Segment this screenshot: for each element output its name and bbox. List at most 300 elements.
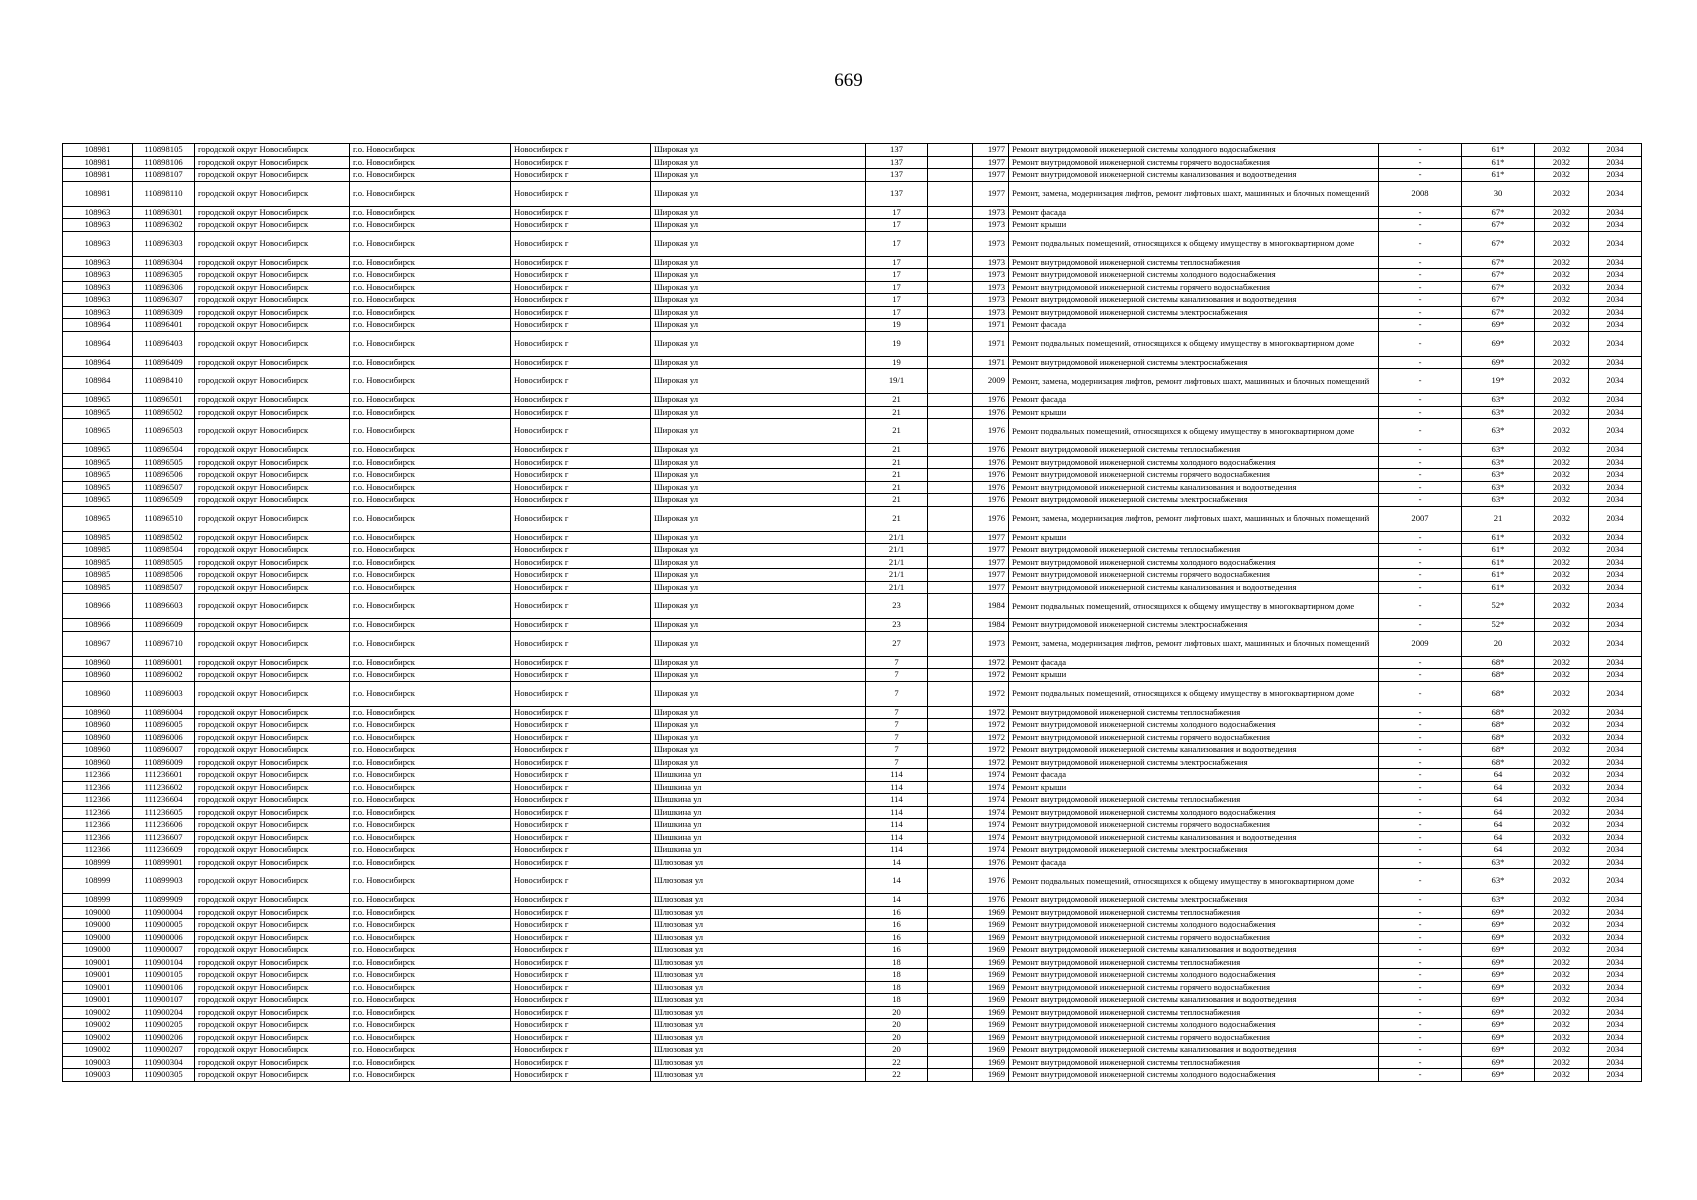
- cell-last-repair-year: -: [1379, 856, 1462, 869]
- table-row: [63, 456, 1642, 469]
- cell-element-id: 110900106: [133, 981, 195, 994]
- cell-street: Широкая ул: [651, 269, 866, 282]
- cell-year-built: 1976: [973, 419, 1009, 444]
- cell-last-repair-year: -: [1379, 206, 1462, 219]
- cell-house-number: 14: [866, 856, 928, 869]
- cell-building: [928, 169, 973, 182]
- cell-plan-end-year: 2034: [1589, 156, 1642, 169]
- cell-municipal-district: городской округ Новосибирск: [195, 556, 350, 569]
- cell-municipal-district: городской округ Новосибирск: [195, 894, 350, 907]
- cell-plan-end-year: 2034: [1589, 806, 1642, 819]
- cell-building: [928, 769, 973, 782]
- table-row: [63, 494, 1642, 507]
- cell-last-repair-year: -: [1379, 831, 1462, 844]
- cell-last-repair-year: -: [1379, 981, 1462, 994]
- table-row: [63, 819, 1642, 832]
- cell-settlement: Новосибирск г: [511, 531, 651, 544]
- cell-building: [928, 394, 973, 407]
- cell-work-type: Ремонт внутридомовой инженерной системы электроснабжения: [1009, 494, 1379, 507]
- cell-house-id: 108964: [63, 356, 133, 369]
- cell-plan-start-year: 2032: [1535, 281, 1589, 294]
- cell-house-id: 112366: [63, 831, 133, 844]
- cell-municipality: г.о. Новосибирск: [350, 894, 511, 907]
- cell-work-type: Ремонт внутридомовой инженерной системы канализования и водоотведения: [1009, 944, 1379, 957]
- cell-plan-end-year: 2034: [1589, 719, 1642, 732]
- cell-element-id: 110896301: [133, 206, 195, 219]
- cell-work-type: Ремонт фасада: [1009, 394, 1379, 407]
- cell-last-repair-year: -: [1379, 294, 1462, 307]
- table-row: [63, 1069, 1642, 1082]
- cell-element-id: 111236601: [133, 769, 195, 782]
- cell-street: Широкая ул: [651, 581, 866, 594]
- cell-house-number: 21/1: [866, 569, 928, 582]
- cell-municipality: г.о. Новосибирск: [350, 944, 511, 957]
- cell-work-type: Ремонт внутридомовой инженерной системы канализования и водоотведения: [1009, 169, 1379, 182]
- cell-work-type: Ремонт крыши: [1009, 531, 1379, 544]
- cell-wear-percent: 64: [1462, 844, 1535, 857]
- cell-house-id: 109002: [63, 1019, 133, 1032]
- cell-work-type: Ремонт внутридомовой инженерной системы электроснабжения: [1009, 756, 1379, 769]
- cell-building: [928, 406, 973, 419]
- table-row: [63, 506, 1642, 531]
- cell-element-id: 111236605: [133, 806, 195, 819]
- cell-wear-percent: 68*: [1462, 731, 1535, 744]
- table-row: [63, 794, 1642, 807]
- cell-year-built: 1976: [973, 394, 1009, 407]
- cell-house-id: 108965: [63, 419, 133, 444]
- cell-year-built: 1977: [973, 569, 1009, 582]
- cell-municipality: г.о. Новосибирск: [350, 919, 511, 932]
- cell-house-number: 20: [866, 1006, 928, 1019]
- cell-settlement: Новосибирск г: [511, 706, 651, 719]
- cell-house-number: 19/1: [866, 369, 928, 394]
- cell-element-id: 110900206: [133, 1031, 195, 1044]
- cell-plan-end-year: 2034: [1589, 794, 1642, 807]
- cell-municipality: г.о. Новосибирск: [350, 669, 511, 682]
- table-row: [63, 281, 1642, 294]
- cell-wear-percent: 68*: [1462, 756, 1535, 769]
- cell-house-number: 17: [866, 281, 928, 294]
- cell-plan-end-year: 2034: [1589, 956, 1642, 969]
- table-row: [63, 444, 1642, 457]
- repair-schedule-table: [62, 143, 1642, 1082]
- cell-year-built: 1976: [973, 469, 1009, 482]
- cell-work-type: Ремонт внутридомовой инженерной системы холодного водоснабжения: [1009, 806, 1379, 819]
- cell-last-repair-year: -: [1379, 1006, 1462, 1019]
- cell-element-id: 110896302: [133, 219, 195, 232]
- cell-work-type: Ремонт внутридомовой инженерной системы холодного водоснабжения: [1009, 556, 1379, 569]
- cell-settlement: Новосибирск г: [511, 256, 651, 269]
- cell-street: Широкая ул: [651, 319, 866, 332]
- cell-plan-start-year: 2032: [1535, 1019, 1589, 1032]
- cell-house-id: 112366: [63, 806, 133, 819]
- cell-municipality: г.о. Новосибирск: [350, 281, 511, 294]
- cell-last-repair-year: -: [1379, 819, 1462, 832]
- cell-year-built: 1984: [973, 619, 1009, 632]
- cell-wear-percent: 69*: [1462, 919, 1535, 932]
- cell-plan-end-year: 2034: [1589, 894, 1642, 907]
- cell-municipal-district: городской округ Новосибирск: [195, 656, 350, 669]
- table-row: [63, 944, 1642, 957]
- cell-year-built: 1972: [973, 681, 1009, 706]
- cell-house-id: 108963: [63, 294, 133, 307]
- cell-year-built: 1973: [973, 306, 1009, 319]
- cell-element-id: 110898110: [133, 181, 195, 206]
- cell-house-id: 108963: [63, 256, 133, 269]
- cell-house-number: 16: [866, 906, 928, 919]
- cell-municipality: г.о. Новосибирск: [350, 469, 511, 482]
- cell-house-number: 137: [866, 181, 928, 206]
- cell-settlement: Новосибирск г: [511, 281, 651, 294]
- cell-work-type: Ремонт, замена, модернизация лифтов, ремонт лифтовых шахт, машинных и блочных помещений: [1009, 631, 1379, 656]
- cell-element-id: 110896001: [133, 656, 195, 669]
- cell-house-number: 114: [866, 806, 928, 819]
- cell-last-repair-year: -: [1379, 1031, 1462, 1044]
- cell-building: [928, 919, 973, 932]
- cell-last-repair-year: -: [1379, 544, 1462, 557]
- cell-municipality: г.о. Новосибирск: [350, 306, 511, 319]
- cell-settlement: Новосибирск г: [511, 331, 651, 356]
- cell-work-type: Ремонт внутридомовой инженерной системы теплоснабжения: [1009, 794, 1379, 807]
- cell-last-repair-year: -: [1379, 169, 1462, 182]
- cell-plan-end-year: 2034: [1589, 1056, 1642, 1069]
- cell-plan-start-year: 2032: [1535, 556, 1589, 569]
- cell-plan-start-year: 2032: [1535, 869, 1589, 894]
- cell-settlement: Новосибирск г: [511, 744, 651, 757]
- cell-street: Широкая ул: [651, 294, 866, 307]
- cell-work-type: Ремонт внутридомовой инженерной системы горячего водоснабжения: [1009, 931, 1379, 944]
- cell-house-id: 108963: [63, 219, 133, 232]
- cell-building: [928, 206, 973, 219]
- table-row: [63, 719, 1642, 732]
- cell-municipal-district: городской округ Новосибирск: [195, 869, 350, 894]
- cell-building: [928, 856, 973, 869]
- cell-building: [928, 906, 973, 919]
- cell-settlement: Новосибирск г: [511, 619, 651, 632]
- cell-wear-percent: 19*: [1462, 369, 1535, 394]
- cell-house-id: 108963: [63, 206, 133, 219]
- table-row: [63, 769, 1642, 782]
- cell-year-built: 1974: [973, 806, 1009, 819]
- cell-wear-percent: 67*: [1462, 219, 1535, 232]
- cell-element-id: 110896710: [133, 631, 195, 656]
- cell-plan-end-year: 2034: [1589, 406, 1642, 419]
- cell-plan-start-year: 2032: [1535, 819, 1589, 832]
- cell-plan-start-year: 2032: [1535, 956, 1589, 969]
- cell-street: Широкая ул: [651, 331, 866, 356]
- cell-settlement: Новосибирск г: [511, 406, 651, 419]
- cell-settlement: Новосибирск г: [511, 481, 651, 494]
- cell-street: Широкая ул: [651, 394, 866, 407]
- table-row: [63, 994, 1642, 1007]
- cell-plan-end-year: 2034: [1589, 731, 1642, 744]
- cell-wear-percent: 61*: [1462, 581, 1535, 594]
- cell-last-repair-year: 2008: [1379, 181, 1462, 206]
- cell-house-number: 21: [866, 481, 928, 494]
- cell-element-id: 110900004: [133, 906, 195, 919]
- cell-house-id: 109000: [63, 931, 133, 944]
- cell-street: Шлюзовая ул: [651, 1056, 866, 1069]
- cell-settlement: Новосибирск г: [511, 369, 651, 394]
- cell-municipality: г.о. Новосибирск: [350, 981, 511, 994]
- cell-work-type: Ремонт внутридомовой инженерной системы канализования и водоотведения: [1009, 994, 1379, 1007]
- cell-work-type: Ремонт внутридомовой инженерной системы теплоснабжения: [1009, 906, 1379, 919]
- cell-element-id: 111236604: [133, 794, 195, 807]
- cell-element-id: 110900105: [133, 969, 195, 982]
- cell-settlement: Новосибирск г: [511, 356, 651, 369]
- cell-house-id: 108963: [63, 231, 133, 256]
- cell-municipality: г.о. Новосибирск: [350, 969, 511, 982]
- cell-building: [928, 719, 973, 732]
- cell-building: [928, 631, 973, 656]
- cell-settlement: Новосибирск г: [511, 506, 651, 531]
- cell-settlement: Новосибирск г: [511, 319, 651, 332]
- cell-work-type: Ремонт внутридомовой инженерной системы канализования и водоотведения: [1009, 1044, 1379, 1057]
- cell-settlement: Новосибирск г: [511, 444, 651, 457]
- cell-house-id: 108999: [63, 869, 133, 894]
- cell-house-number: 22: [866, 1056, 928, 1069]
- table-body: [63, 144, 1642, 1082]
- cell-house-number: 19: [866, 319, 928, 332]
- cell-last-repair-year: -: [1379, 469, 1462, 482]
- cell-street: Широкая ул: [651, 406, 866, 419]
- cell-building: [928, 269, 973, 282]
- cell-wear-percent: 69*: [1462, 319, 1535, 332]
- cell-element-id: 110900007: [133, 944, 195, 957]
- cell-element-id: 110896305: [133, 269, 195, 282]
- cell-plan-start-year: 2032: [1535, 894, 1589, 907]
- cell-street: Широкая ул: [651, 506, 866, 531]
- cell-work-type: Ремонт фасада: [1009, 319, 1379, 332]
- cell-municipal-district: городской округ Новосибирск: [195, 669, 350, 682]
- cell-municipality: г.о. Новосибирск: [350, 831, 511, 844]
- cell-year-built: 1972: [973, 731, 1009, 744]
- page-number: 669: [834, 70, 863, 91]
- cell-municipal-district: городской округ Новосибирск: [195, 956, 350, 969]
- cell-year-built: 1969: [973, 931, 1009, 944]
- cell-building: [928, 544, 973, 557]
- cell-building: [928, 506, 973, 531]
- cell-plan-end-year: 2034: [1589, 1019, 1642, 1032]
- cell-street: Шлюзовая ул: [651, 1031, 866, 1044]
- cell-element-id: 110896506: [133, 469, 195, 482]
- cell-municipality: г.о. Новосибирск: [350, 181, 511, 206]
- cell-year-built: 1972: [973, 719, 1009, 732]
- cell-street: Шлюзовая ул: [651, 919, 866, 932]
- cell-municipal-district: городской округ Новосибирск: [195, 931, 350, 944]
- cell-house-id: 108981: [63, 181, 133, 206]
- cell-plan-end-year: 2034: [1589, 481, 1642, 494]
- table-row: [63, 831, 1642, 844]
- cell-settlement: Новосибирск г: [511, 981, 651, 994]
- cell-work-type: Ремонт внутридомовой инженерной системы горячего водоснабжения: [1009, 981, 1379, 994]
- cell-street: Широкая ул: [651, 156, 866, 169]
- cell-plan-start-year: 2032: [1535, 794, 1589, 807]
- cell-house-id: 108960: [63, 744, 133, 757]
- cell-house-number: 21: [866, 444, 928, 457]
- cell-house-number: 21: [866, 494, 928, 507]
- cell-municipal-district: городской округ Новосибирск: [195, 844, 350, 857]
- cell-municipality: г.о. Новосибирск: [350, 481, 511, 494]
- cell-plan-end-year: 2034: [1589, 906, 1642, 919]
- cell-settlement: Новосибирск г: [511, 794, 651, 807]
- cell-house-id: 108981: [63, 169, 133, 182]
- cell-plan-end-year: 2034: [1589, 456, 1642, 469]
- cell-plan-start-year: 2032: [1535, 906, 1589, 919]
- cell-municipality: г.о. Новосибирск: [350, 1031, 511, 1044]
- cell-wear-percent: 69*: [1462, 1069, 1535, 1082]
- cell-year-built: 1969: [973, 981, 1009, 994]
- cell-plan-end-year: 2034: [1589, 419, 1642, 444]
- cell-work-type: Ремонт внутридомовой инженерной системы канализования и водоотведения: [1009, 831, 1379, 844]
- cell-work-type: Ремонт внутридомовой инженерной системы теплоснабжения: [1009, 256, 1379, 269]
- cell-settlement: Новосибирск г: [511, 969, 651, 982]
- cell-element-id: 111236606: [133, 819, 195, 832]
- table-row: [63, 294, 1642, 307]
- cell-municipal-district: городской округ Новосибирск: [195, 481, 350, 494]
- cell-wear-percent: 64: [1462, 819, 1535, 832]
- cell-year-built: 1977: [973, 544, 1009, 557]
- cell-year-built: 1976: [973, 481, 1009, 494]
- cell-plan-start-year: 2032: [1535, 631, 1589, 656]
- cell-street: Шлюзовая ул: [651, 906, 866, 919]
- cell-wear-percent: 68*: [1462, 656, 1535, 669]
- cell-municipality: г.о. Новосибирск: [350, 1019, 511, 1032]
- cell-house-id: 112366: [63, 769, 133, 782]
- cell-municipal-district: городской округ Новосибирск: [195, 831, 350, 844]
- cell-year-built: 1973: [973, 231, 1009, 256]
- cell-house-number: 7: [866, 719, 928, 732]
- cell-municipality: г.о. Новосибирск: [350, 906, 511, 919]
- cell-house-id: 108985: [63, 544, 133, 557]
- cell-house-number: 21/1: [866, 531, 928, 544]
- cell-element-id: 110896005: [133, 719, 195, 732]
- cell-street: Шлюзовая ул: [651, 894, 866, 907]
- cell-wear-percent: 64: [1462, 781, 1535, 794]
- cell-municipality: г.о. Новосибирск: [350, 206, 511, 219]
- cell-year-built: 1976: [973, 856, 1009, 869]
- cell-plan-end-year: 2034: [1589, 819, 1642, 832]
- table-row: [63, 144, 1642, 157]
- cell-municipal-district: городской округ Новосибирск: [195, 781, 350, 794]
- cell-element-id: 110896503: [133, 419, 195, 444]
- cell-municipal-district: городской округ Новосибирск: [195, 594, 350, 619]
- cell-work-type: Ремонт внутридомовой инженерной системы горячего водоснабжения: [1009, 731, 1379, 744]
- cell-year-built: 1976: [973, 494, 1009, 507]
- cell-plan-start-year: 2032: [1535, 806, 1589, 819]
- cell-wear-percent: 63*: [1462, 894, 1535, 907]
- cell-municipal-district: городской округ Новосибирск: [195, 756, 350, 769]
- cell-municipal-district: городской округ Новосибирск: [195, 944, 350, 957]
- cell-plan-start-year: 2032: [1535, 544, 1589, 557]
- cell-last-repair-year: -: [1379, 456, 1462, 469]
- cell-wear-percent: 69*: [1462, 1044, 1535, 1057]
- cell-plan-start-year: 2032: [1535, 769, 1589, 782]
- cell-element-id: 110896510: [133, 506, 195, 531]
- cell-last-repair-year: -: [1379, 444, 1462, 457]
- cell-last-repair-year: -: [1379, 394, 1462, 407]
- cell-plan-start-year: 2032: [1535, 706, 1589, 719]
- cell-last-repair-year: -: [1379, 969, 1462, 982]
- cell-house-id: 108960: [63, 719, 133, 732]
- cell-building: [928, 481, 973, 494]
- cell-settlement: Новосибирск г: [511, 719, 651, 732]
- cell-municipal-district: городской округ Новосибирск: [195, 744, 350, 757]
- cell-house-id: 108963: [63, 281, 133, 294]
- cell-municipal-district: городской округ Новосибирск: [195, 181, 350, 206]
- cell-work-type: Ремонт крыши: [1009, 219, 1379, 232]
- cell-municipality: г.о. Новосибирск: [350, 394, 511, 407]
- cell-house-number: 14: [866, 869, 928, 894]
- cell-work-type: Ремонт внутридомовой инженерной системы теплоснабжения: [1009, 444, 1379, 457]
- cell-plan-start-year: 2032: [1535, 944, 1589, 957]
- cell-building: [928, 1044, 973, 1057]
- cell-municipal-district: городской округ Новосибирск: [195, 444, 350, 457]
- cell-settlement: Новосибирск г: [511, 294, 651, 307]
- cell-house-id: 109002: [63, 1031, 133, 1044]
- cell-settlement: Новосибирск г: [511, 831, 651, 844]
- cell-building: [928, 569, 973, 582]
- cell-plan-end-year: 2034: [1589, 931, 1642, 944]
- cell-municipality: г.о. Новосибирск: [350, 494, 511, 507]
- cell-municipal-district: городской округ Новосибирск: [195, 369, 350, 394]
- cell-municipal-district: городской округ Новосибирск: [195, 156, 350, 169]
- cell-plan-end-year: 2034: [1589, 256, 1642, 269]
- cell-settlement: Новосибирск г: [511, 456, 651, 469]
- cell-wear-percent: 68*: [1462, 719, 1535, 732]
- cell-wear-percent: 63*: [1462, 469, 1535, 482]
- cell-building: [928, 894, 973, 907]
- cell-street: Широкая ул: [651, 169, 866, 182]
- cell-plan-start-year: 2032: [1535, 206, 1589, 219]
- cell-street: Широкая ул: [651, 656, 866, 669]
- cell-municipal-district: городской округ Новосибирск: [195, 469, 350, 482]
- cell-house-number: 7: [866, 669, 928, 682]
- cell-year-built: 1969: [973, 1069, 1009, 1082]
- cell-element-id: 110896003: [133, 681, 195, 706]
- cell-wear-percent: 67*: [1462, 281, 1535, 294]
- cell-element-id: 110898505: [133, 556, 195, 569]
- cell-settlement: Новосибирск г: [511, 931, 651, 944]
- cell-house-id: 108965: [63, 494, 133, 507]
- cell-settlement: Новосибирск г: [511, 594, 651, 619]
- cell-plan-end-year: 2034: [1589, 969, 1642, 982]
- cell-municipal-district: городской округ Новосибирск: [195, 981, 350, 994]
- cell-plan-start-year: 2032: [1535, 919, 1589, 932]
- cell-year-built: 1969: [973, 944, 1009, 957]
- cell-street: Шлюзовая ул: [651, 1006, 866, 1019]
- cell-year-built: 1973: [973, 281, 1009, 294]
- cell-municipality: г.о. Новосибирск: [350, 781, 511, 794]
- cell-plan-end-year: 2034: [1589, 319, 1642, 332]
- cell-last-repair-year: -: [1379, 356, 1462, 369]
- cell-last-repair-year: -: [1379, 869, 1462, 894]
- table-row: [63, 569, 1642, 582]
- cell-plan-end-year: 2034: [1589, 231, 1642, 256]
- cell-building: [928, 581, 973, 594]
- cell-municipal-district: городской округ Новосибирск: [195, 1006, 350, 1019]
- cell-building: [928, 994, 973, 1007]
- cell-settlement: Новосибирск г: [511, 156, 651, 169]
- table-row: [63, 781, 1642, 794]
- cell-street: Широкая ул: [651, 369, 866, 394]
- cell-street: Широкая ул: [651, 719, 866, 732]
- cell-street: Широкая ул: [651, 444, 866, 457]
- cell-settlement: Новосибирск г: [511, 906, 651, 919]
- cell-plan-end-year: 2034: [1589, 756, 1642, 769]
- cell-house-number: 17: [866, 206, 928, 219]
- table-row: [63, 206, 1642, 219]
